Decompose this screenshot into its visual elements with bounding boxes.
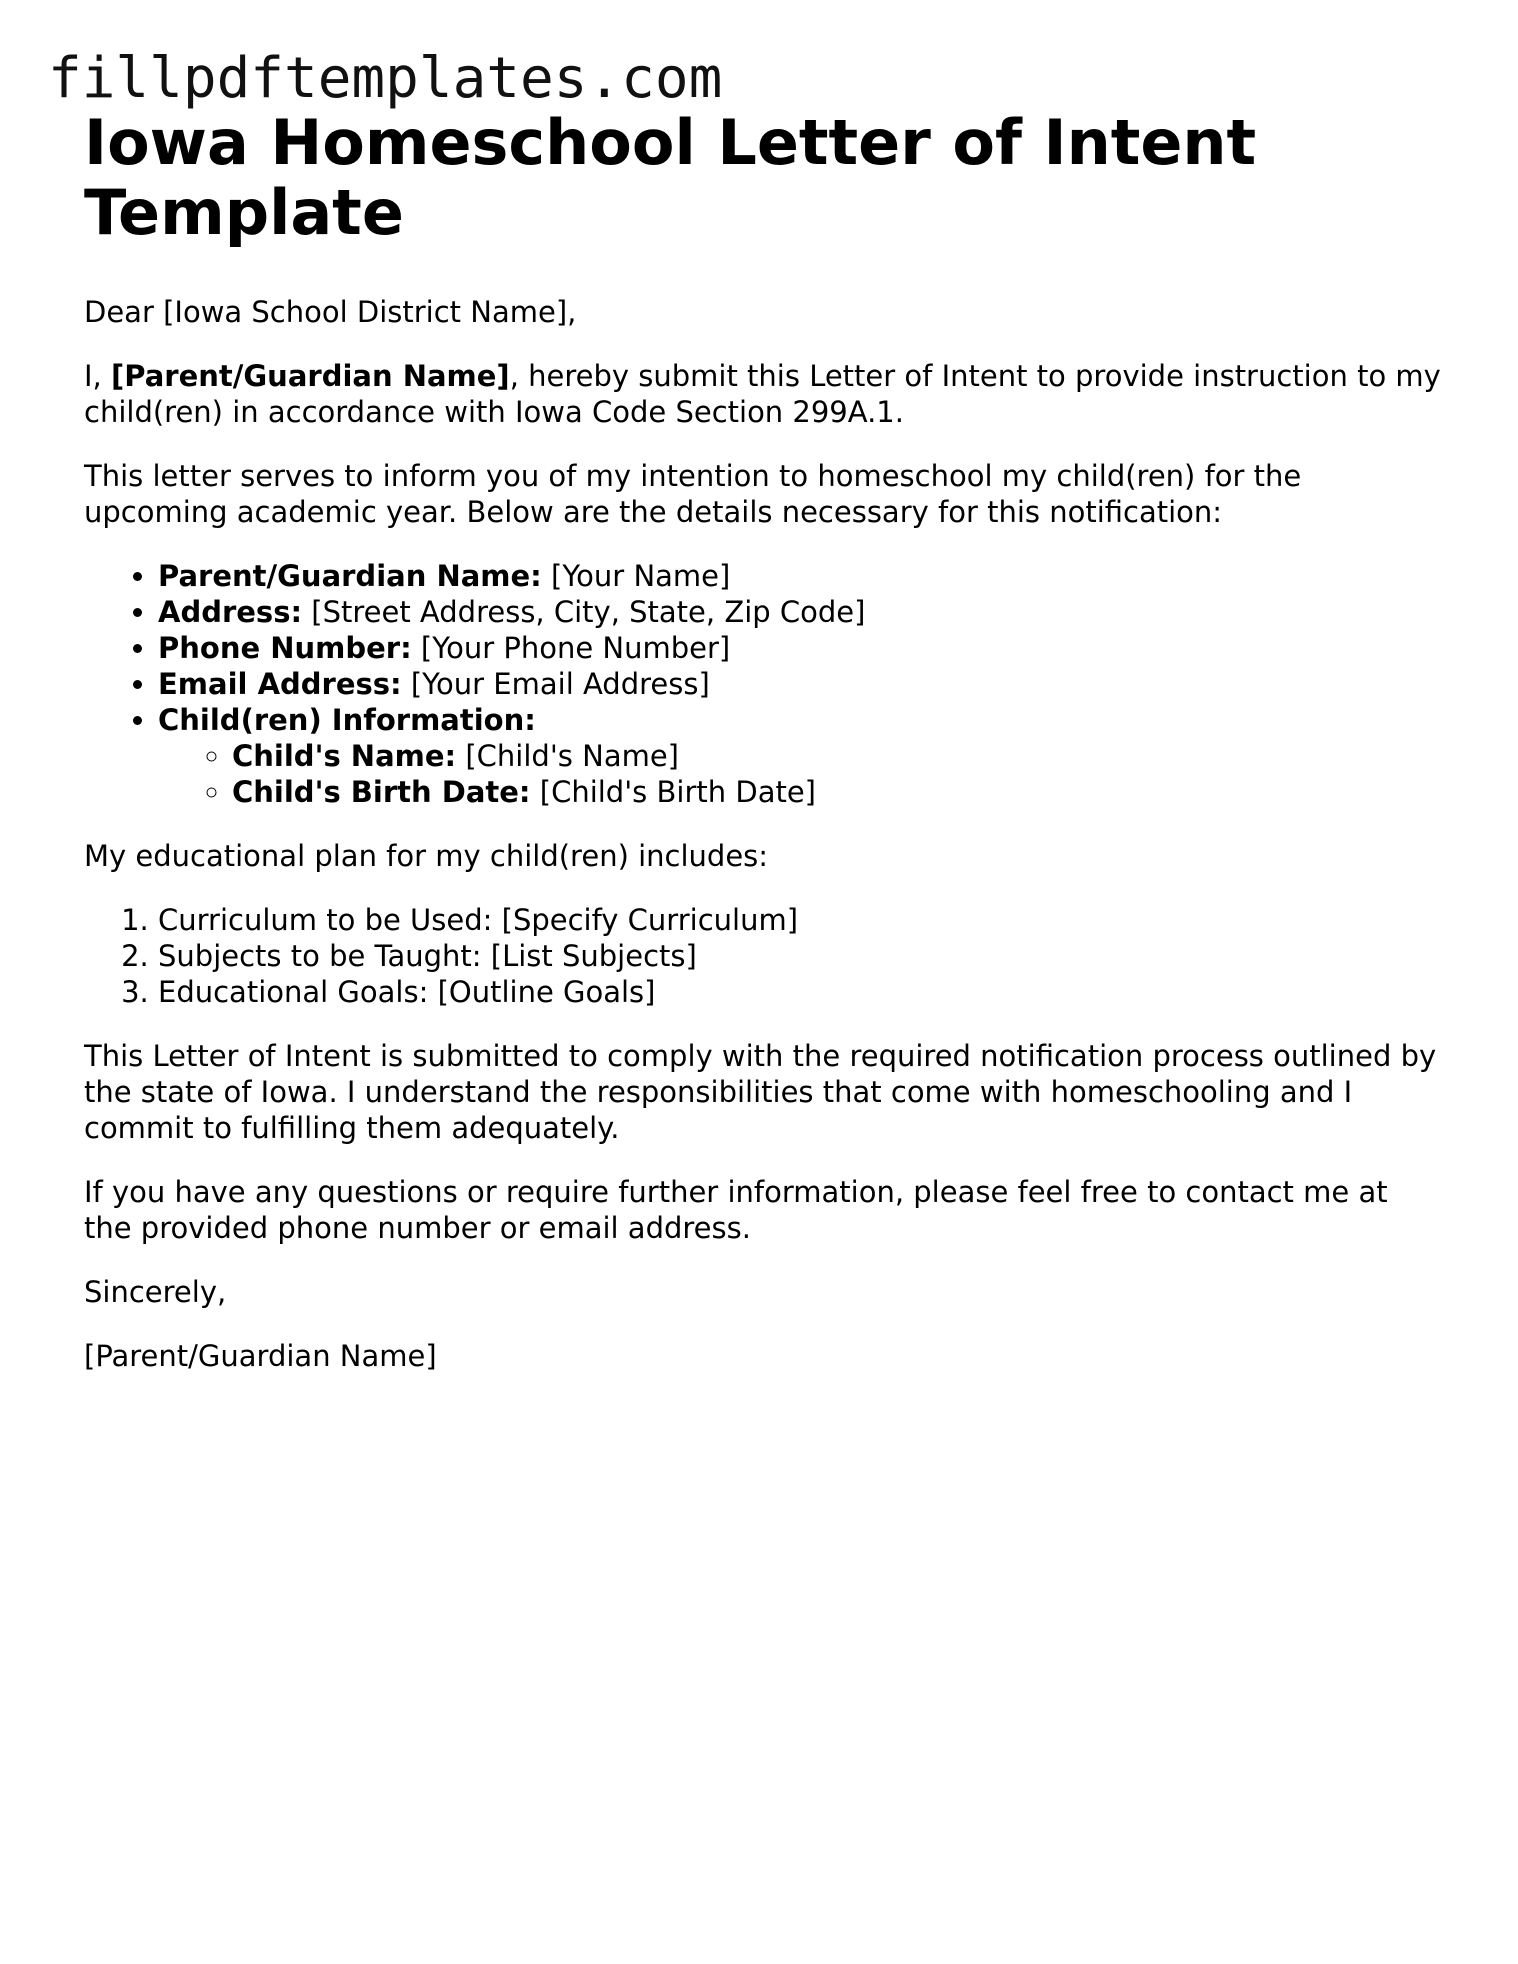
child-name-item <box>232 738 1444 774</box>
plan-item-curriculum: 1. Curriculum to be Used: [Specify Curriculum] <box>158 902 1444 938</box>
compliance-paragraph: This Letter of Intent is submitted to comply with the required notification process outlined by the state of Iowa. I understand the responsibilities that come with homeschooling and I commit to fulfilling them adequately. <box>84 1039 1437 1145</box>
letter-body <box>84 108 1444 1374</box>
detail-value: [Street Address, City, State, Zip Code] <box>302 595 866 629</box>
child-label: Child's Name: <box>232 739 457 773</box>
plan-item-goals: 3. Educational Goals: [Outline Goals] <box>158 974 1444 1010</box>
children-list <box>158 738 1444 810</box>
detail-value: [Your Email Address] <box>401 667 710 701</box>
detail-value: [Your Phone Number] <box>411 631 731 665</box>
salutation: Dear [Iowa School District Name], <box>84 295 577 329</box>
plan-item-subjects: 2. Subjects to be Taught: [List Subjects] <box>158 938 1444 974</box>
child-label: Child's Birth Date: <box>232 775 531 809</box>
detail-phone <box>158 630 1444 666</box>
contact-paragraph: If you have any questions or require further information, please feel free to contact me at the provided phone number or email address. <box>84 1175 1388 1245</box>
detail-parent-name <box>158 558 1444 594</box>
intro-parent-name: [Parent/Guardian Name] <box>111 359 510 393</box>
intro-paragraph <box>84 358 1444 430</box>
detail-label: Child(ren) Information: <box>158 703 536 737</box>
closing: Sincerely, <box>84 1275 227 1309</box>
purpose-paragraph: This letter serves to inform you of my intention to homeschool my child(ren) for the upcoming academic year. Below are the details necessary for this notification: <box>84 459 1302 529</box>
intro-prefix: I, <box>84 359 111 393</box>
detail-email <box>158 666 1444 702</box>
intro-suffix: , hereby submit this Letter of Intent to provide instruction to my child(ren) in accordance with Iowa Code Section 299A.1. <box>84 359 1441 429</box>
details-list <box>84 558 1444 810</box>
detail-label: Address: <box>158 595 303 629</box>
child-value: [Child's Name] <box>456 739 679 773</box>
signature: [Parent/Guardian Name] <box>84 1339 437 1373</box>
plan-list <box>84 902 1444 1010</box>
detail-value: [Your Name] <box>541 559 731 593</box>
detail-label: Email Address: <box>158 667 402 701</box>
plan-intro: My educational plan for my child(ren) includes: <box>84 839 769 873</box>
detail-label: Parent/Guardian Name: <box>158 559 542 593</box>
detail-children-info <box>158 702 1444 810</box>
detail-address <box>158 594 1444 630</box>
child-value: [Child's Birth Date] <box>530 775 816 809</box>
child-birth-date-item <box>232 774 1444 810</box>
site-watermark: fillpdftemplates.com <box>48 46 723 111</box>
page-title: Iowa Homeschool Letter of Intent Template <box>84 106 1257 249</box>
detail-label: Phone Number: <box>158 631 412 665</box>
